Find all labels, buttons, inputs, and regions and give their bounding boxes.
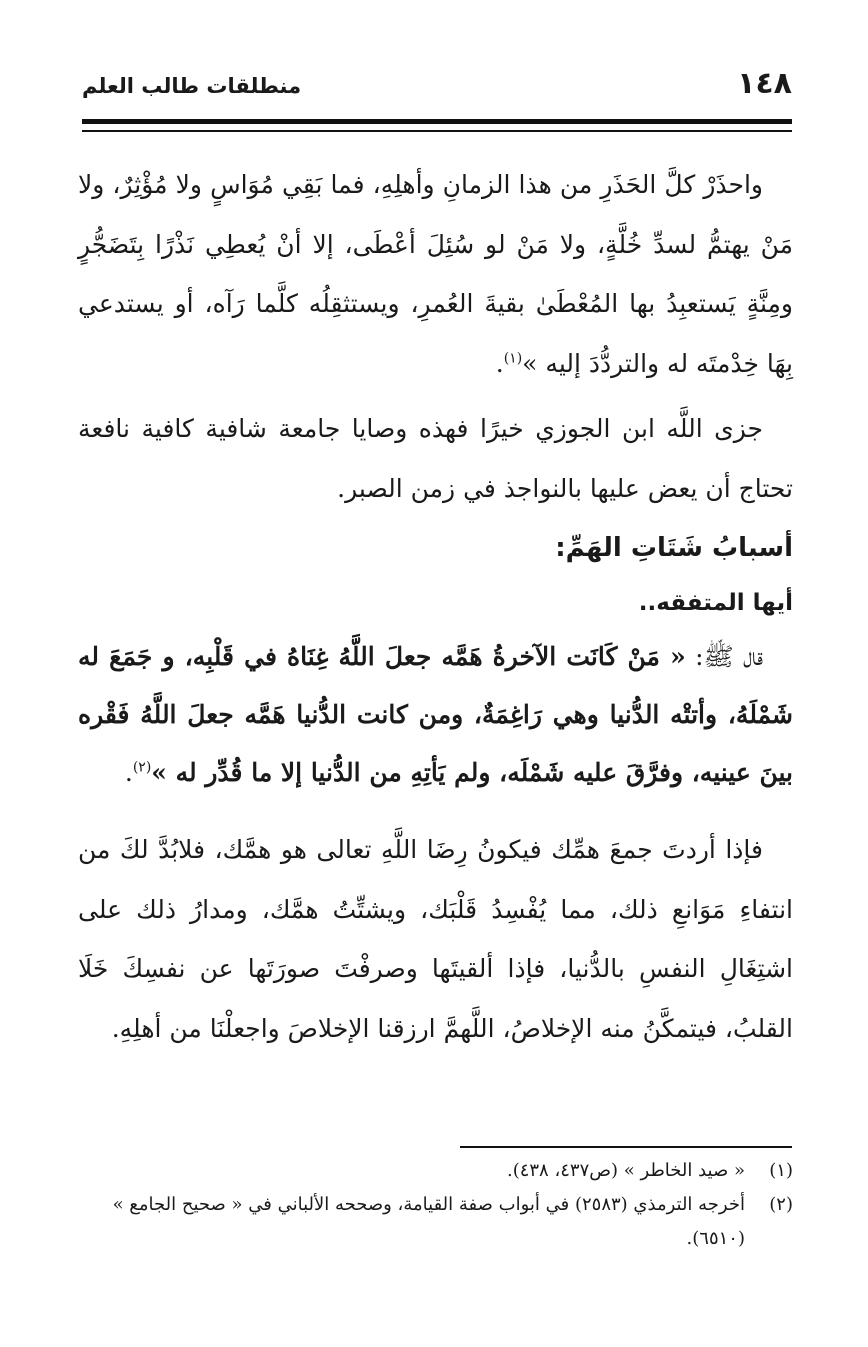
main-text: [78, 155, 793, 1058]
footnote-separator: [460, 1146, 792, 1148]
page-header: [82, 62, 792, 112]
hadith-paragraph: [78, 628, 793, 802]
footnote-1: [78, 1154, 793, 1188]
section-subheading: أيها المتفقه..: [638, 590, 793, 616]
paragraph-3: فإذا أردتَ جمعَ همِّك فيكونُ رِضَا اللَّهِ تعالى هو همَّك، فلابُدَّ لكَ من انتفاءِ مَوَانعِ ذلك، مما يُفْسِدُ قَلْبَك، ويشتِّتُ همَّك، ومدارُ ذلك على اشتِغَالِ النفسِ بالدُّنيا، فإذا ألقيتَها وصرفْتَ صورَتَها عن نفسِكَ خَلَا القلبُ، فيتمكَّنُ منه الإخلاصُ، اللَّهمَّ ارزقنا الإخلاصَ واجعلْنَا من أهلِهِ.: [78, 835, 793, 1043]
paragraph-2: جزى اللَّه ابن الجوزي خيرًا فهذه وصايا جامعة شافية كافية نافعة تحتاج أن يعض عليها بالنواجذ في زمن الصبر.: [78, 414, 793, 503]
paragraph-1-text: واحذَرْ كلَّ الحَذَرِ من هذا الزمانِ وأهلِهِ، فما بَقِي مُوَاسٍ ولا مُؤْثِرٌ، ولا مَنْ يهتمُّ لسدِّ خُلَّةٍ، ولا مَنْ لو سُئِلَ أعْطَى، إلا أنْ يُعطِي نَذْرًا بِتَضَجُّرٍ ومِنَّةٍ يَستعبِدُ بها المُعْطَىٰ بقيةَ العُمرِ، ويستثقِلُه كلَّما رَآه، أو يستدعي بِهَا خِدْمتَه له والتردُّدَ إليه »: [78, 170, 793, 378]
hadith-intro: قال ﷺ:: [685, 642, 763, 671]
hadith-end: .: [124, 758, 133, 787]
paragraph-1-end: .: [495, 348, 504, 378]
hadith-quote: « مَنْ كَانَت الآخرةُ هَمَّه جعلَ اللَّهُ غِنَاهُ في قَلْبِه، و جَمَعَ له شَمْلَهُ، وأتتْه الدُّنيا وهي رَاغِمَةٌ، ومن كانت الدُّنيا هَمَّه جعلَ اللَّهُ فَقْره بينَ عينيه، وفرَّقَ عليه شَمْلَه، ولم يَأتِهِ من الدُّنيا إلا ما قُدِّر له »: [78, 642, 793, 787]
header-rule-thick: [82, 119, 792, 124]
page-number: ١٤٨: [737, 66, 792, 101]
footnote-ref-2: (٢): [132, 759, 152, 776]
footnote-2-text: أخرجه الترمذي (٢٥٨٣) في أبواب صفة القيامة، وصححه الألباني في « صحيح الجامع » (٦٥١٠).: [112, 1194, 745, 1249]
footnote-2-number: (٢): [769, 1194, 793, 1215]
footnote-2: [78, 1188, 793, 1256]
paragraph-1: [78, 155, 793, 393]
footnote-ref-1: (١): [503, 350, 523, 367]
section-heading: أسبابُ شَتَاتِ الهَمِّ:: [555, 533, 793, 563]
footnotes: [78, 1154, 793, 1256]
header-rule-thin: [82, 130, 792, 132]
running-title: منطلقات طالب العلم: [82, 74, 302, 98]
footnote-1-number: (١): [769, 1160, 793, 1181]
footnote-1-text: « صيد الخاطر » (ص٤٣٧، ٤٣٨).: [506, 1160, 745, 1181]
